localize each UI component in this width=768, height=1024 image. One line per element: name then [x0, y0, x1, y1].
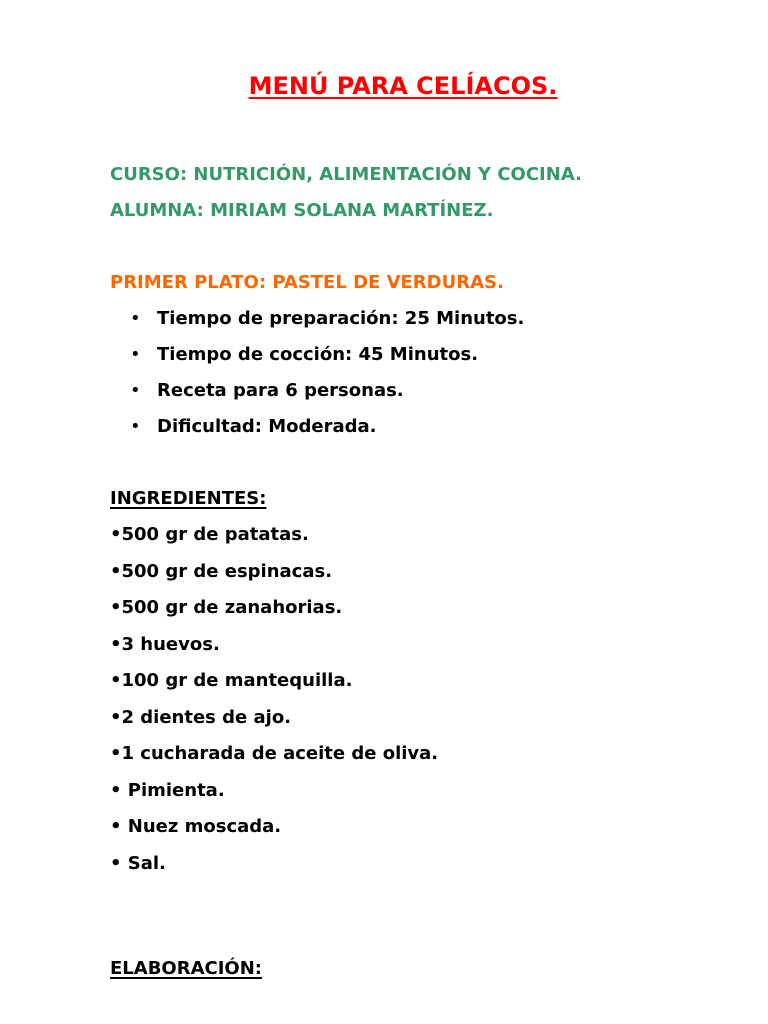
detail-text: Tiempo de cocción: 45 Minutos. [157, 344, 479, 365]
list-item: •100 gr de mantequilla. [110, 670, 353, 691]
detail-text: Tiempo de preparación: 25 Minutos. [157, 308, 525, 329]
list-item: • Pimienta. [110, 779, 225, 801]
list-item [130, 308, 524, 344]
course-line: CURSO: NUTRICIÓN, ALIMENTACIÓN Y COCINA. [110, 164, 582, 185]
list-item: •2 dientes de ajo. [110, 706, 292, 728]
bullet-icon: • [130, 308, 141, 329]
recipe-details-list [130, 308, 524, 452]
list-item: •500 gr de zanahorias. [110, 597, 343, 618]
list-item [130, 344, 524, 380]
ingredients-list [110, 524, 438, 889]
preparation-heading: ELABORACIÓN: [110, 958, 262, 979]
list-item: •1 cucharada de aceite de oliva. [110, 743, 439, 764]
list-item: • Sal. [110, 852, 166, 874]
list-item [130, 380, 524, 416]
bullet-icon: • [130, 344, 141, 365]
list-item: •500 gr de espinacas. [110, 560, 333, 582]
list-item: • Nuez moscada. [110, 816, 282, 837]
detail-text: Receta para 6 personas. [157, 380, 404, 401]
student-line: ALUMNA: MIRIAM SOLANA MARTÍNEZ. [110, 200, 494, 221]
bullet-icon: • [130, 416, 141, 437]
list-item [130, 416, 524, 452]
list-item: •500 gr de patatas. [110, 524, 309, 545]
list-item: •3 huevos. [110, 633, 220, 655]
first-course-heading: PRIMER PLATO: PASTEL DE VERDURAS. [110, 272, 504, 293]
ingredients-heading: INGREDIENTES: [110, 488, 267, 509]
bullet-icon: • [130, 380, 141, 401]
document-title: MENÚ PARA CELÍACOS. [248, 72, 558, 100]
detail-text: Dificultad: Moderada. [157, 416, 377, 437]
